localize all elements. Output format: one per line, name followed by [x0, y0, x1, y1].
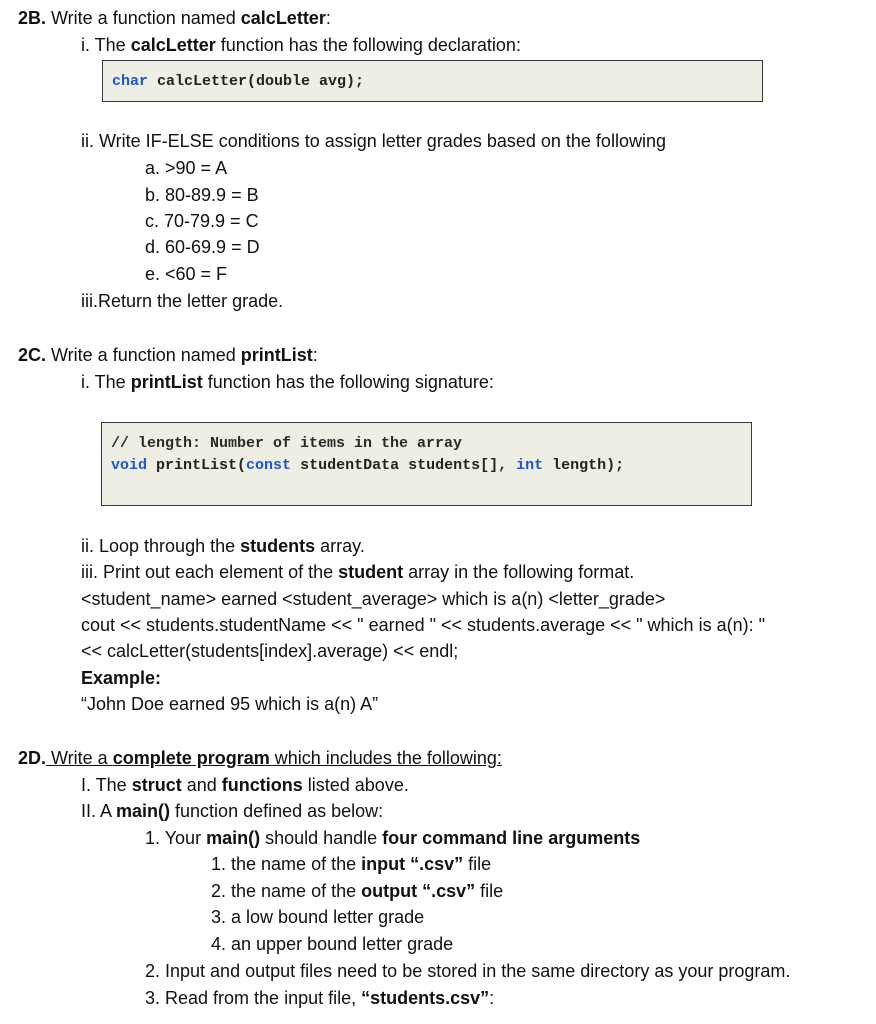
code-keyword: const	[246, 457, 292, 474]
example-label	[81, 667, 161, 689]
item-text: array in the following format.	[403, 562, 635, 582]
section-2c-item-ii	[81, 535, 365, 557]
item-text: iii. Print out each element of the	[81, 562, 339, 582]
heading-text: Write a function named	[46, 345, 241, 365]
section-2d-item-II	[81, 800, 383, 822]
cout-line-1: cout << students.studentName << " earned " << students.average << " which is a(n): "	[81, 615, 765, 635]
argument-1	[211, 853, 491, 875]
section-number: 2D.	[18, 748, 47, 768]
section-2b-item-iii: iii.Return the letter grade.	[81, 291, 284, 311]
heading-colon: :	[312, 345, 318, 365]
item-text: 1. Your	[145, 828, 207, 848]
argument-2	[211, 880, 503, 902]
item-text: 2. the name of the	[211, 881, 362, 901]
code-line	[112, 72, 364, 92]
code-comment: // length: Number of items in the array	[111, 435, 463, 452]
argument-3: 3. a low bound letter grade	[211, 907, 425, 927]
code-text: length);	[543, 457, 625, 474]
grade-rule-c: c. 70-79.9 = C	[145, 211, 259, 231]
bold-term: output “.csv”	[361, 881, 476, 901]
item-text: 3. Read from the input file,	[145, 988, 362, 1008]
code-text: calcLetter(double avg);	[148, 73, 365, 90]
section-2d-heading	[18, 747, 502, 769]
section-2c-item-iii	[81, 561, 634, 583]
section-2b-item-i	[81, 34, 521, 56]
item-text: :	[489, 988, 495, 1008]
bold-term: students	[240, 536, 316, 556]
grade-rule-a: a. >90 = A	[145, 158, 228, 178]
argument-4: 4. an upper bound letter grade	[211, 934, 454, 954]
section-number: 2C.	[18, 345, 47, 365]
example-label-text: Example:	[81, 668, 162, 688]
section-2c-item-i	[81, 371, 494, 393]
item-text: i. The	[81, 35, 131, 55]
function-name: printList	[240, 345, 313, 365]
grade-rule-d: d. 60-69.9 = D	[145, 237, 260, 257]
section-number: 2B.	[18, 8, 47, 28]
code-box-declaration	[102, 60, 763, 102]
item-text: 1. the name of the	[211, 854, 362, 874]
item-text: file	[463, 854, 492, 874]
item-text: function has the following declaration:	[215, 35, 521, 55]
code-keyword: int	[516, 457, 544, 474]
bold-term: “students.csv”	[361, 988, 490, 1008]
section-2c-heading	[18, 344, 318, 366]
heading-text: which includes the following:	[269, 748, 502, 768]
bold-term: input “.csv”	[361, 854, 464, 874]
code-keyword: void	[111, 457, 148, 474]
code-comment-line	[111, 434, 462, 454]
bold-term: complete program	[112, 748, 270, 768]
bold-term: main()	[206, 828, 261, 848]
item-text: ii. Loop through the	[81, 536, 241, 556]
code-text: studentData students[],	[291, 457, 517, 474]
main-requirement-3	[145, 987, 494, 1009]
item-text: and	[181, 775, 222, 795]
item-text: file	[475, 881, 504, 901]
cout-line-2: << calcLetter(students[index].average) << endl;	[81, 641, 459, 661]
heading-colon: :	[325, 8, 331, 28]
bold-term: functions	[221, 775, 303, 795]
heading-text: Write a function named	[46, 8, 241, 28]
item-text: I. The	[81, 775, 132, 795]
code-keyword: char	[112, 73, 149, 90]
grade-rule-e: e. <60 = F	[145, 264, 228, 284]
item-text: II. A	[81, 801, 117, 821]
output-format-line: <student_name> earned <student_average> which is a(n) <letter_grade>	[81, 589, 666, 609]
item-text: should handle	[260, 828, 383, 848]
grade-rule-b: b. 80-89.9 = B	[145, 185, 259, 205]
code-text: printList(	[147, 457, 247, 474]
code-box-signature	[101, 422, 752, 506]
heading-text: Write a	[46, 748, 113, 768]
bold-term: struct	[131, 775, 182, 795]
section-2b-heading	[18, 7, 331, 29]
item-text: function has the following signature:	[202, 372, 494, 392]
function-name: calcLetter	[130, 35, 216, 55]
section-2d-item-I	[81, 774, 409, 796]
code-line	[111, 456, 624, 476]
main-requirement-2: 2. Input and output files need to be stored in the same directory as your program.	[145, 961, 791, 981]
item-text: array.	[315, 536, 365, 556]
item-text: function defined as below:	[170, 801, 384, 821]
bold-term: student	[338, 562, 404, 582]
function-name: printList	[130, 372, 203, 392]
function-name: calcLetter	[240, 8, 326, 28]
item-text: i. The	[81, 372, 131, 392]
main-requirement-1	[145, 827, 640, 849]
bold-term: four command line arguments	[382, 828, 641, 848]
example-text: “John Doe earned 95 which is a(n) A”	[81, 694, 379, 714]
section-2b-item-ii: ii. Write IF-ELSE conditions to assign letter grades based on the following	[81, 131, 666, 151]
bold-term: main()	[116, 801, 171, 821]
item-text: listed above.	[302, 775, 409, 795]
